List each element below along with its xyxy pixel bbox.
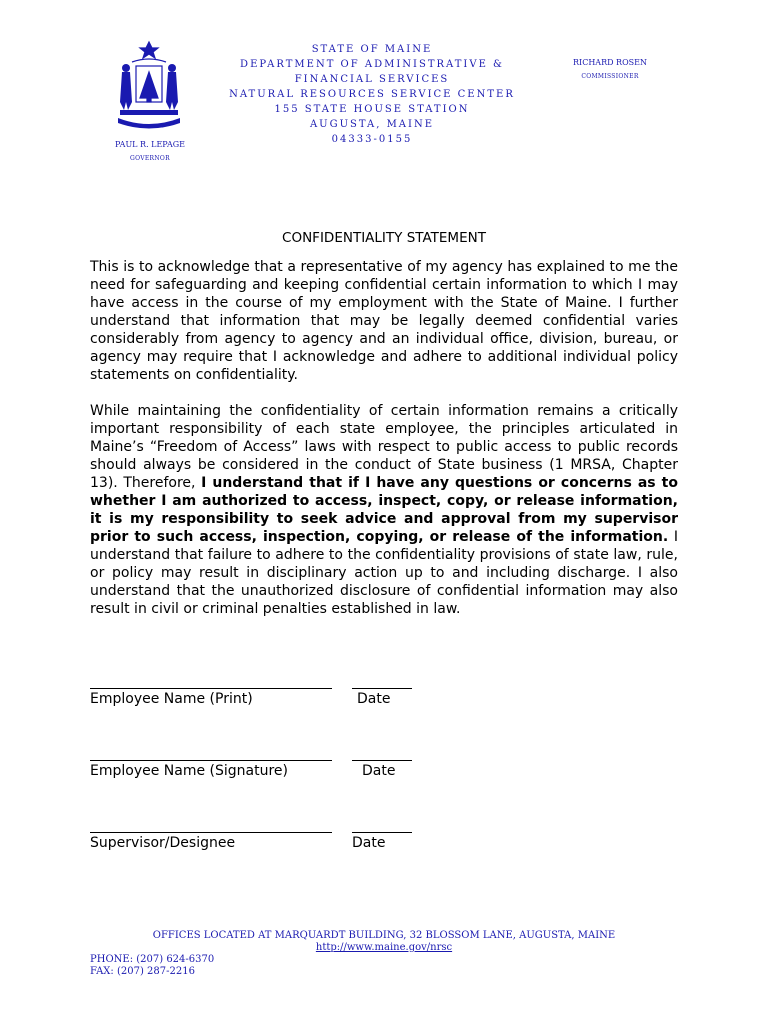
header-line-department: DEPARTMENT OF ADMINISTRATIVE & — [240, 59, 504, 70]
paragraph-acknowledgement: This is to acknowledge that a representative of my agency has explained to me the need for safeguarding and keeping confidential certain information to which I may have access in the course of my employment with the State of Maine. I further understand that information that may be legally deemed confidential varies considerably from agency to agency and an individual office, division, bureau, or agency may require that I acknowledge and adhere to additional individual policy statements on confidentiality. — [90, 259, 678, 383]
paragraph2-bold-clause: I understand that if I have any questions or concerns as to whether I am authorized to access, inspect, copy, or release information, it is my responsibility to seek advice and approval from my supervisor prior to such access, inspection, copying, or release of the information. — [90, 475, 678, 545]
employee-signature-line[interactable] — [90, 760, 332, 761]
footer-address: OFFICES LOCATED AT MARQUARDT BUILDING, 32 BLOSSOM LANE, AUGUSTA, MAINE — [152, 930, 616, 941]
header-line-center: NATURAL RESOURCES SERVICE CENTER — [229, 89, 515, 100]
header-line-financial: FINANCIAL SERVICES — [294, 74, 450, 85]
paragraph2-outro: I understand that failure to adhere to the confidentiality provisions of state law, rule, or policy may result in disciplinary action up to and including discharge. I also understand that the unauthorized disclosure of confidential information may also result in civil or criminal penalties established in law. — [90, 529, 678, 617]
employee-print-line[interactable] — [90, 688, 332, 689]
department-header — [222, 42, 522, 147]
supervisor-label: Supervisor/Designee — [90, 835, 236, 851]
footer-url-wrap — [90, 942, 678, 953]
governor-name: PAUL R. LEPAGE — [115, 140, 185, 149]
paragraph-freedom-of-access — [90, 402, 678, 618]
footer-phone: PHONE: (207) 624-6370 — [90, 954, 215, 965]
document-title: CONFIDENTIALITY STATEMENT — [282, 230, 486, 246]
maine-state-seal — [112, 40, 186, 134]
website-link[interactable]: http://www.maine.gov/nrsc — [315, 942, 453, 953]
supervisor-line[interactable] — [90, 832, 332, 833]
header-line-zip: 04333-0155 — [331, 134, 413, 145]
footer-fax: FAX: (207) 287-2216 — [90, 966, 195, 977]
date-line-1[interactable] — [352, 688, 412, 689]
employee-print-label: Employee Name (Print) — [90, 691, 253, 707]
header-line-station: 155 STATE HOUSE STATION — [274, 104, 470, 115]
date-line-2[interactable] — [352, 760, 412, 761]
employee-signature-label: Employee Name (Signature) — [90, 763, 289, 779]
governor-title: GOVERNOR — [130, 155, 170, 162]
date-label-1: Date — [357, 691, 391, 707]
date-label-3: Date — [352, 835, 386, 851]
commissioner-name: RICHARD ROSEN — [573, 58, 647, 67]
commissioner-title: COMMISSIONER — [581, 73, 639, 80]
header-line-city: AUGUSTA, MAINE — [309, 119, 435, 130]
header-line-state: STATE OF MAINE — [311, 44, 433, 55]
date-line-3[interactable] — [352, 832, 412, 833]
date-label-2: Date — [362, 763, 396, 779]
paragraph2-intro: While maintaining the confidentiality of certain information remains a critically important responsibility of each state employee, the principles articulated in Maine’s “Freedom of Access” laws with respect to public access to public records should always be considered in the conduct of State business (1 MRSA, Chapter 13). Therefore, — [90, 403, 678, 491]
